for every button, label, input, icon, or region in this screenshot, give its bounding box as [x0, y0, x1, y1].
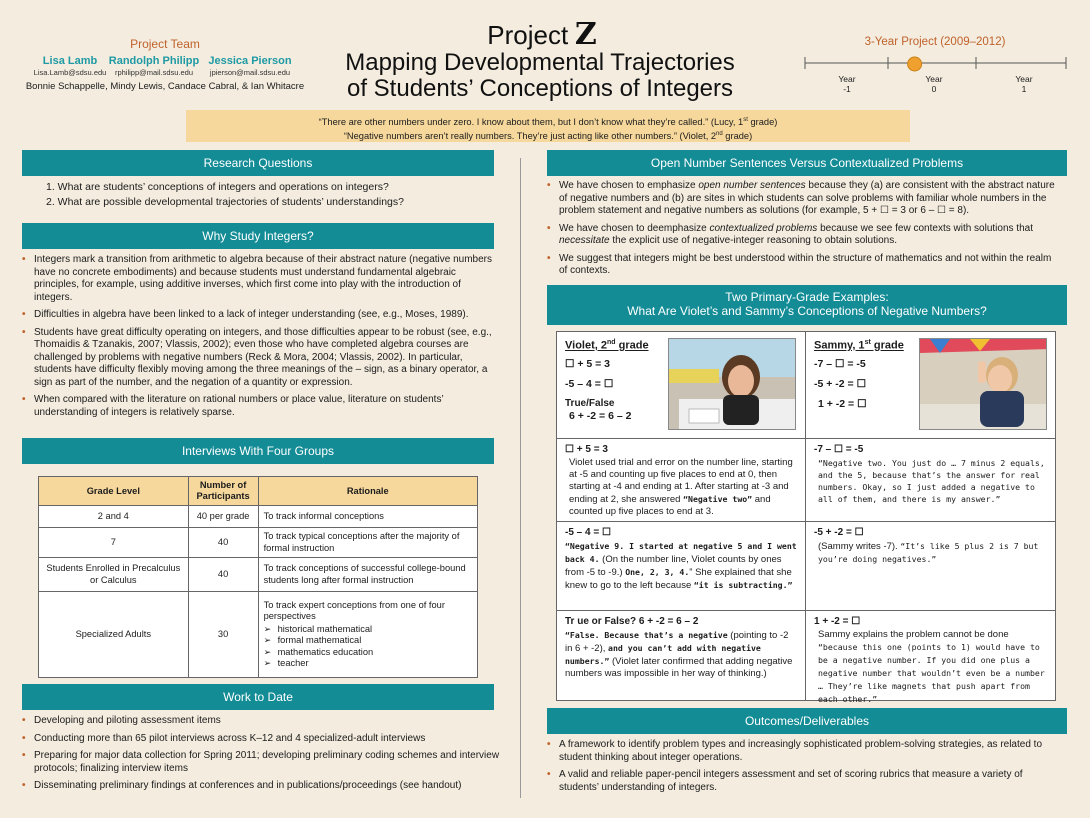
sammy-name: Sammy, 1st grade [814, 339, 904, 352]
title-line-2: of Students’ Conceptions of Integers [346, 75, 733, 102]
interviews-header: Interviews With Four Groups [22, 438, 494, 464]
table-row [39, 592, 478, 678]
timeline-year-1: Year 1 [1015, 74, 1033, 94]
violet-problem: ☐ + 5 = 3 [565, 357, 611, 370]
table-row [39, 558, 478, 592]
timeline-progress-marker [908, 57, 922, 71]
violet-explanation-3: Tr ue or False? 6 + -2 = 6 – 2 “False. Because that’s a negative (pointing to -2 in 6 + -2), and you can’t add with negative numbers.” (Violet later confirmed that adding negative numbers was impossible in her way of thinking.) [557, 611, 806, 700]
sammy-intro-cell [806, 332, 1055, 439]
work-item: • Disseminating preliminary findings at conferences and in publications/proceedings (see handout) [22, 780, 500, 793]
col-header-participants: Number of Participants [188, 477, 258, 506]
examples-title-1: Two Primary-Grade Examples: [725, 290, 889, 304]
cell-rationale [258, 592, 477, 678]
problem-label: -7 – ☐ = -5 [814, 444, 864, 455]
member-lamb [25, 55, 115, 77]
problem-label: ☐ + 5 = 3 [565, 444, 608, 455]
problem-label: Tr ue or False? 6 + -2 = 6 – 2 [565, 616, 699, 627]
project-team-label: Project Team [130, 37, 200, 51]
work-to-date-header: Work to Date [22, 684, 494, 710]
project-timeline [800, 52, 1070, 97]
sammy-explanation-1 [806, 439, 1055, 522]
work-to-date-list [22, 715, 500, 798]
outcome-item: • A framework to identify problem types and increasingly sophisticated problem-solving strategies, as related to student thinking about integer operations. [547, 739, 1062, 764]
cell-participants: 40 [188, 528, 258, 558]
outcomes-list [547, 739, 1062, 799]
why-study-integers-header: Why Study Integers? [22, 223, 494, 249]
col-header-rationale: Rationale [258, 477, 477, 506]
why-item: • Integers mark a transition from arithmetic to algebra because of their abstract nature (negative numbers have no concrete embodiments) and because students must understand fundamental algebraic principles, for example, using additive inverses, which first come into play with the introduction of integers. [22, 254, 500, 304]
open-number-sentences-header: Open Number Sentences Versus Contextualized Problems [547, 150, 1067, 176]
quote-banner [186, 110, 910, 142]
col-header-grade: Grade Level [39, 477, 189, 506]
outcomes-header: Outcomes/Deliverables [547, 708, 1067, 734]
sammy-problem: -7 – ☐ = -5 [814, 357, 866, 370]
member-name: Lisa Lamb [42, 55, 98, 67]
member-pierson [203, 55, 297, 77]
quote-violet: “Negative numbers aren’t really numbers. They’re just acting like other numbers.” (Violet, 2nd grade) [343, 131, 753, 142]
work-item: • Conducting more than 65 pilot interviews across K–12 and 4 specialized-adult interviews [22, 733, 500, 746]
member-email: jpierson@mail.sdsu.edu [209, 68, 291, 77]
examples-title-2: What Are Violet’s and Sammy’s Conceptions of Negative Numbers? [627, 304, 987, 318]
violet-intro-cell [557, 332, 806, 439]
table-header-row [39, 477, 478, 506]
timeline-axis [800, 52, 1070, 72]
cell-rationale: To track typical conceptions after the majority of formal instruction [258, 528, 477, 558]
examples-header [547, 285, 1067, 325]
column-divider [520, 158, 521, 798]
title-z-logo: Z [574, 17, 593, 52]
violet-photo [668, 338, 796, 430]
timeline-label: 3-Year Project (2009–2012) [864, 36, 1006, 48]
why-item: • Difficulties in algebra have been linked to a lack of integer understanding (see, e.g., Moses, 1989). [22, 309, 500, 322]
table-row [39, 506, 478, 528]
violet-tf-label: True/False [565, 397, 615, 409]
violet-name: Violet, 2nd grade [565, 339, 649, 352]
interviews-table [38, 476, 478, 678]
problem-label: -5 – 4 = ☐ [565, 527, 611, 538]
violet-problem: -5 – 4 = ☐ [565, 377, 614, 390]
title-line-1: Mapping Developmental Trajectories [345, 49, 735, 76]
sammy-explanation-3: 1 + -2 = ☐ Sammy explains the problem cannot be done “because this one (points to 1) would have to be a negative number. If you did one plus a negative number that wouldn’t even be a number … They’re like magnets that push apart from each other.” [806, 611, 1055, 700]
other-team-members: Bonnie Schappelle, Mindy Lewis, Candace Cabral, & Ian Whitacre [25, 81, 305, 92]
work-item: • Developing and piloting assessment items [22, 715, 500, 728]
ons-item: • We suggest that integers might be best understood within the structure of mathematics and not within the realm of contexts. [547, 253, 1062, 278]
research-question: 2. What are possible developmental trajectories of students’ understandings? [46, 196, 404, 208]
ons-item: • We have chosen to deemphasize contextualized problems because we see few contexts with solutions that necessitate the explicit use of negative-integer reasoning to obtain solutions. [547, 223, 1062, 248]
ons-list [547, 180, 1062, 283]
ons-item: • We have chosen to emphasize open number sentences because they (a) are consistent with the abstract nature of negative numbers and (b) are sites in which students can solve problems with familiar whole numbers in the problem statement and negative numbers as solutions (for example, 5 + ☐ = 3 or 6 – ☐ = 8). [547, 180, 1062, 218]
cell-participants: 30 [188, 592, 258, 678]
rationale-text: To track expert conceptions from one of four perspectives [263, 599, 445, 621]
member-email: rphilipp@mail.sdsu.edu [114, 68, 194, 77]
cell-rationale: To track informal conceptions [258, 506, 477, 528]
work-item: • Preparing for major data collection for Spring 2011; developing preliminary coding schemes and interview protocols; finalizing interview items [22, 750, 500, 775]
perspective-item: ➢ historical mathematical [264, 624, 472, 636]
perspective-item: ➢ teacher [264, 658, 472, 670]
timeline-year-minus1: Year -1 [838, 74, 856, 94]
poster-title [320, 17, 760, 102]
title-project: Project [487, 20, 569, 50]
violet-explanation-2: -5 – 4 = ☐ “Negative 9. I started at negative 5 and I went back 4. (On the number line, Violet counts by ones from -5 to -9.) One, 2, 3, 4.” She explained that she knew to go to the left because “it is subtracting.” [557, 522, 806, 611]
member-name: Randolph Philipp [108, 55, 200, 67]
quote-lucy: “There are other numbers under zero. I know about them, but I don’t know what they’re called.” (Lucy, 1st grade) [318, 117, 778, 128]
cell-participants: 40 [188, 558, 258, 592]
why-item: • When compared with the literature on rational numbers or place value, literature on students’ understanding of integers is relatively sparse. [22, 394, 500, 419]
perspective-item: ➢ formal mathematical [264, 635, 472, 647]
examples-grid [556, 331, 1056, 704]
member-name: Jessica Pierson [208, 55, 292, 67]
cell-grade: Students Enrolled in Precalculus or Calculus [39, 558, 189, 592]
sammy-problem: -5 + -2 = ☐ [814, 377, 867, 390]
sammy-explanation-2: -5 + -2 = ☐ (Sammy writes -7). “It’s like 5 plus 2 is 7 but you’re doing negatives.” [806, 522, 1055, 611]
cell-participants: 40 per grade [188, 506, 258, 528]
violet-explanation-1: ☐ + 5 = 3 Violet used trial and error on the number line, starting at -5 and counting up five places to end at 0, then starting at -4 and ending at 1. After starting at -3 and ending at 2, she answered “Negative two” and counted up five places to end at 3. [557, 439, 806, 522]
outcome-item: • A valid and reliable paper-pencil integers assessment and set of scoring rubrics that measure a variety of students’ understanding of integers. [547, 769, 1062, 794]
research-questions-header: Research Questions [22, 150, 494, 176]
research-question: 1. What are students’ conceptions of integers and operations on integers? [46, 181, 389, 193]
cell-grade: 2 and 4 [39, 506, 189, 528]
violet-tf-problem: 6 + -2 = 6 – 2 [569, 409, 632, 422]
member-philipp [108, 55, 200, 77]
member-email: Lisa.Lamb@sdsu.edu [33, 68, 107, 77]
cell-grade: Specialized Adults [39, 592, 189, 678]
table-row [39, 528, 478, 558]
problem-label: -5 + -2 = ☐ [814, 527, 864, 538]
why-study-list [22, 254, 500, 424]
research-questions-list [46, 180, 486, 210]
timeline-year-0: Year 0 [925, 74, 943, 94]
why-item: • Students have great difficulty operating on integers, and those difficulties appear to be robust (see, e.g., Thomaidis & Tzanakis, 2007; Vlassis, 2002); even those who have completed algebra courses are challenged by problems with negative numbers (Reck & Mora, 2004; Vlassis, 2002). In particular, students have difficulty flexibly moving among the three meanings of the – sign, as a binary operator, a sign as part of the number, and the negation of a quantity or expression. [22, 327, 500, 390]
problem-label: 1 + -2 = ☐ [814, 616, 861, 627]
sammy-problem: 1 + -2 = ☐ [818, 397, 867, 410]
cell-grade: 7 [39, 528, 189, 558]
sammy-quote: “Negative two. You just do … 7 minus 2 equals, and the 5, because that’s the answer for real numbers. Okay, so I just added a negative to all of them, and there is my answer.” [818, 458, 1045, 504]
sammy-photo [919, 338, 1047, 430]
perspective-item: ➢ mathematics education [264, 647, 472, 659]
cell-rationale: To track conceptions of successful college-bound students long after formal instruction [258, 558, 477, 592]
perspective-list [264, 624, 472, 670]
